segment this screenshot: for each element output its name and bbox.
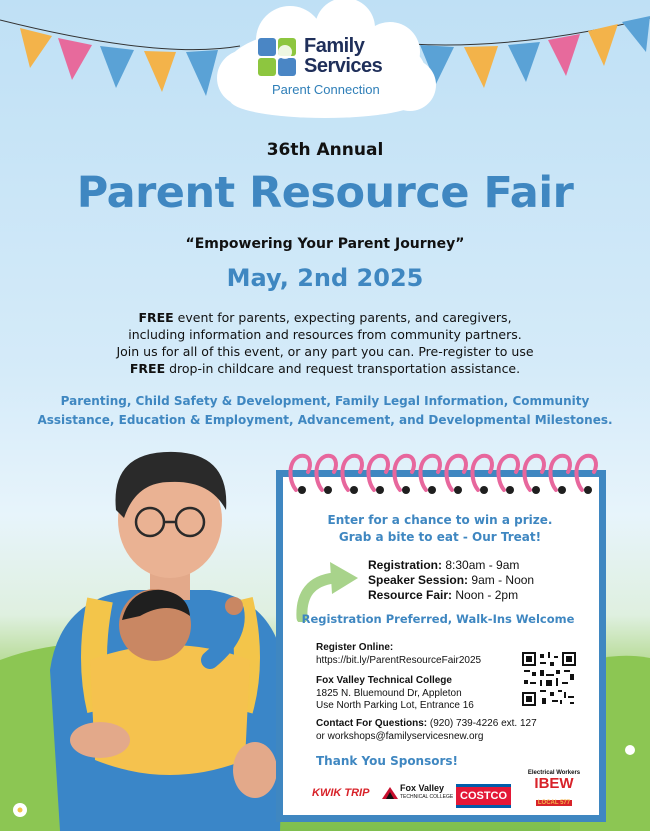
sponsor-costco-logo: COSTCO xyxy=(456,784,511,808)
venue-block xyxy=(316,675,474,713)
event-title: Parent Resource Fair xyxy=(76,168,574,218)
prize-text xyxy=(290,512,590,546)
event-tagline: “Empowering Your Parent Journey” xyxy=(185,236,465,252)
sponsors-heading: Thank You Sponsors! xyxy=(316,754,459,768)
schedule-row xyxy=(368,558,598,573)
family-services-logo xyxy=(258,36,398,106)
contact-phone: (920) 739-4226 ext. 127 xyxy=(427,718,537,729)
schedule xyxy=(368,558,598,603)
logo-name-line2: Services xyxy=(304,55,383,77)
fox-valley-name: Fox Valley xyxy=(400,783,445,793)
ibew-line-1: Electrical Workers xyxy=(527,770,581,776)
sponsor-fox-valley-logo xyxy=(382,780,453,806)
walkins-note: Registration Preferred, Walk-Ins Welcome xyxy=(301,612,575,626)
ibew-line-2: IBEW xyxy=(534,775,574,792)
prize-line-1: Enter for a chance to win a prize. xyxy=(327,513,553,527)
schedule-label: Registration: xyxy=(368,558,443,572)
event-date: May, 2nd 2025 xyxy=(226,264,424,292)
contact-block xyxy=(316,718,537,743)
venue-address: 1825 N. Bluemound Dr, Appleton xyxy=(316,687,462,699)
schedule-row xyxy=(368,588,598,603)
description-line-1-text: event for parents, expecting parents, and caregivers, xyxy=(173,310,512,325)
topics-line-2: Assistance, Education & Employment, Advancement, and Developmental Milestones. xyxy=(37,413,613,427)
event-description xyxy=(0,309,650,377)
father-baby-illustration xyxy=(40,440,300,831)
ibew-line-3: LOCAL 577 xyxy=(537,800,571,806)
fox-valley-sub: TECHNICAL COLLEGE xyxy=(400,794,454,800)
prize-line-2: Grab a bite to eat - Our Treat! xyxy=(338,530,542,544)
schedule-label: Speaker Session: xyxy=(368,573,469,587)
logo-name xyxy=(304,36,382,76)
annual-label: 36th Annual xyxy=(266,140,384,160)
description-line-3: Join us for all of this event, or any part you can. Pre-register to use xyxy=(116,344,534,359)
sponsor-ibew-logo xyxy=(524,770,584,810)
description-line-4 xyxy=(0,360,650,377)
schedule-time: 8:30am - 9am xyxy=(442,558,520,572)
logo-subtitle: Parent Connection xyxy=(272,82,380,97)
free-emphasis: FREE xyxy=(129,361,166,376)
sponsor-kwik-trip-logo: KWIK TRIP xyxy=(312,787,370,799)
register-link[interactable]: https://bit.ly/ParentResourceFair2025 xyxy=(316,654,482,666)
schedule-row xyxy=(368,573,598,588)
contact-label: Contact For Questions: xyxy=(316,718,428,729)
venue-name: Fox Valley Technical College xyxy=(316,675,452,686)
register-block xyxy=(316,642,481,667)
fox-valley-mark-icon xyxy=(382,785,398,801)
qr-code-icon[interactable] xyxy=(522,652,576,706)
logo-mark-icon xyxy=(258,38,296,76)
description-line-2: including information and resources from community partners. xyxy=(128,327,522,342)
free-emphasis: FREE xyxy=(138,310,174,325)
notebook-rings-decoration xyxy=(282,450,602,500)
topics-list xyxy=(0,392,650,430)
schedule-time: 9am - Noon xyxy=(468,573,535,587)
venue-parking: Use North Parking Lot, Entrance 16 xyxy=(316,700,474,711)
register-label: Register Online: xyxy=(316,642,394,653)
logo-name-line1: Family xyxy=(304,35,365,57)
description-line-4-text: drop-in childcare and request transportation assistance. xyxy=(165,361,521,376)
schedule-time: Noon - 2pm xyxy=(452,588,519,602)
description-line-1 xyxy=(0,309,650,326)
contact-email[interactable]: or workshops@familyservicesnew.org xyxy=(316,730,484,742)
schedule-label: Resource Fair: xyxy=(368,588,453,602)
topics-line-1: Parenting, Child Safety & Development, Family Legal Information, Community xyxy=(60,394,590,408)
